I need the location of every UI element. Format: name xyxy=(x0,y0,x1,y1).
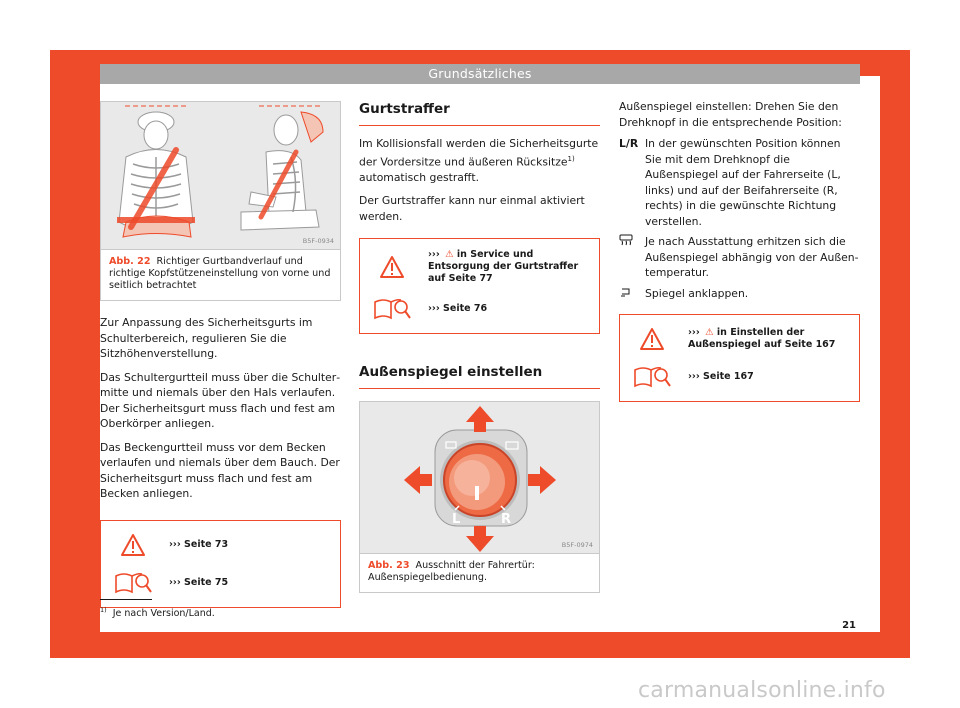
figure-code: B5F-0974 xyxy=(561,541,593,550)
warning-triangle-icon xyxy=(113,531,153,559)
figure-number: Abb. 22 xyxy=(109,256,151,267)
list-key: L/R xyxy=(619,137,639,150)
warning-triangle-icon xyxy=(372,253,412,281)
seatbelt-drawing xyxy=(101,102,340,250)
footnote-mark: 1) xyxy=(100,606,107,614)
mirror-knob-illustration xyxy=(360,402,599,554)
paragraph-text: automatisch gestrafft. xyxy=(359,170,480,184)
reference-box xyxy=(619,314,860,402)
figure-caption xyxy=(101,250,340,300)
figure-caption-text: Ausschnitt der Fahrertür: Außenspiegelbedienung. xyxy=(368,560,535,584)
page-number: 21 xyxy=(842,620,856,631)
book-magnifier-icon xyxy=(632,363,672,391)
reference-box xyxy=(100,520,341,608)
reference-link[interactable]: ››› Seite 167 xyxy=(688,371,754,382)
reference-row-book[interactable] xyxy=(113,569,330,597)
list-item-lr xyxy=(619,136,860,229)
footnote-mark[interactable]: 1) xyxy=(567,154,575,163)
knob-label-l: L xyxy=(452,512,461,528)
reference-link[interactable]: ››› ⚠ in Service und Entsorgung der Gurtstraffer auf Seite 77 xyxy=(428,249,579,285)
column-3 xyxy=(619,101,860,402)
mirror-heating-icon xyxy=(619,234,645,281)
reference-link-text: in Service und Entsorgung der Gurtstraffer auf Seite 77 xyxy=(428,249,579,285)
book-magnifier-icon xyxy=(113,569,153,597)
figure-mirror-control xyxy=(359,401,600,593)
figure-number: Abb. 23 xyxy=(368,560,410,572)
list-text: In der gewünschten Position können Sie mit dem Drehknopf die Außenspiegel auf der Fahrerseite (L, links) und auf der Beifahrerseite (R, rechts) in die gewünschte Richtung verstellen. xyxy=(645,137,841,228)
warning-triangle-icon xyxy=(632,325,672,353)
small-warning-icon: ⚠ xyxy=(705,327,714,338)
list-text: Je nach Ausstattung erhitzen sich die Außenspiegel abhängig von der Außentemperatur. xyxy=(645,235,859,279)
reference-box xyxy=(359,238,600,334)
column-1 xyxy=(100,101,341,608)
header-title: Grundsätzliches xyxy=(100,64,860,84)
footnote xyxy=(100,606,215,619)
mirror-fold-icon xyxy=(619,286,645,303)
paragraph-intro: Außenspiegel einstellen: Drehen Sie den Drehknopf in die entsprechende Position: xyxy=(619,100,842,129)
section-title-aussenspiegel: Außenspiegel einstellen xyxy=(359,364,600,389)
small-warning-icon: ⚠ xyxy=(445,249,454,261)
book-magnifier-icon xyxy=(372,295,412,323)
figure-caption xyxy=(360,554,599,592)
list-item-fold xyxy=(619,286,860,303)
paragraph: Das Schultergurtteil muss über die Schultermitte und niemals über den Hals verlaufen. Der Sicherheitsgurt muss flach und fest am Oberkörper anliegen. xyxy=(100,370,341,430)
seatbelt-illustration xyxy=(101,102,340,250)
paragraph: Das Beckengurtteil muss vor dem Becken verlaufen und niemals über dem Bauch. Der Sicherheitsgurt muss flach und fest am Becken anliegen. xyxy=(100,440,340,500)
col1-body xyxy=(100,315,341,502)
list-item-heating xyxy=(619,234,860,281)
knob-label-r: R xyxy=(501,512,512,528)
paragraph: Zur Anpassung des Sicherheitsgurts im Schulterbereich, regulieren Sie die Sitzhöhenverstellung. xyxy=(100,316,313,360)
reference-link-text: in Einstellen der Außenspiegel auf Seite 167 xyxy=(688,327,836,350)
figure-code: B5F-0934 xyxy=(302,237,334,245)
footnote-divider xyxy=(100,599,152,600)
paragraph: Der Gurtstraffer kann nur einmal aktiviert werden. xyxy=(359,194,585,223)
paragraph-text: Im Kollisionsfall werden die Sicherheitsgurte der Vordersitze und äußeren Rücksitze xyxy=(359,137,599,169)
list-text: Spiegel anklappen. xyxy=(645,286,749,300)
reference-row-warning[interactable] xyxy=(632,325,849,353)
reference-row-warning[interactable] xyxy=(372,249,589,285)
reference-link[interactable]: ››› Seite 73 xyxy=(169,538,229,550)
section-title-gurtstraffer: Gurtstraffer xyxy=(359,101,600,126)
figure-seatbelt xyxy=(100,101,341,301)
reference-link[interactable]: ››› ⚠ in Einstellen der Außenspiegel auf Seite 167 xyxy=(688,327,836,350)
watermark: carmanualsonline.info xyxy=(638,678,886,703)
mirror-knob-drawing xyxy=(360,402,599,554)
reference-row-book[interactable] xyxy=(632,363,849,391)
reference-link[interactable]: ››› Seite 76 xyxy=(428,303,488,315)
reference-row-book[interactable] xyxy=(372,295,589,323)
reference-row-warning[interactable] xyxy=(113,531,330,559)
footnote-text: Je nach Version/Land. xyxy=(112,608,215,620)
paragraph xyxy=(359,136,600,185)
reference-link[interactable]: ››› Seite 75 xyxy=(169,576,229,588)
column-2 xyxy=(359,101,600,593)
figure-caption-text: Richtiger Gurtbandverlauf und richtige Kopfstützeneinstellung von vorne und seitlich betrachtet xyxy=(109,256,331,291)
